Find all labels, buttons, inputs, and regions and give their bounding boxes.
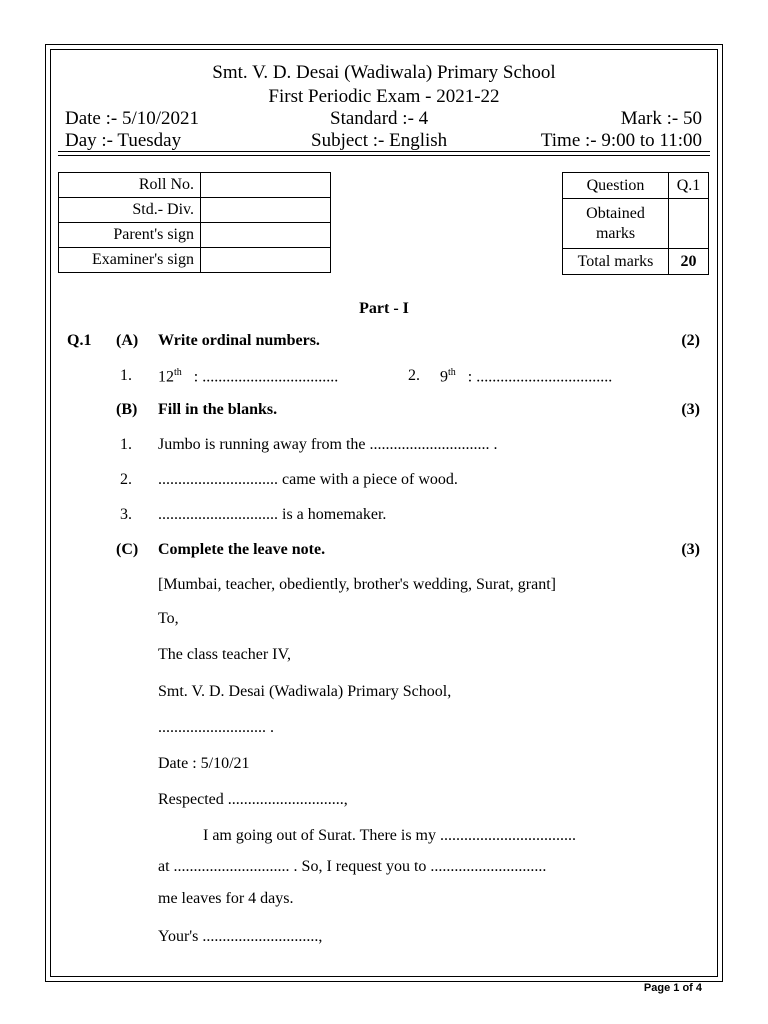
obtained-marks-label <box>563 199 669 249</box>
q1a-title: Write ordinal numbers. <box>158 332 320 349</box>
q1a-item2-base: 9 <box>440 368 448 386</box>
total-marks-label: Total marks <box>563 249 669 275</box>
q1-header: Q.1 <box>669 173 709 199</box>
q1b-item3-number: 3. <box>120 506 132 523</box>
q1c-word-bank: [Mumbai, teacher, obediently, brother's wedding, Surat, grant] <box>158 576 556 593</box>
exam-standard: Standard :- 4 <box>330 108 429 129</box>
q1b-marks: (3) <box>681 401 700 418</box>
roll-no-field <box>201 173 331 198</box>
q1c-marks: (3) <box>681 541 700 558</box>
q1c-line-respected: Respected ............................., <box>158 791 348 808</box>
examiner-sign-label: Examiner's sign <box>59 248 201 273</box>
q1c-line-school: Smt. V. D. Desai (Wadiwala) Primary School, <box>158 683 452 700</box>
q1a-item2-sup: th <box>448 367 456 378</box>
obtained-marks-value <box>669 199 709 249</box>
q1b-item1-number: 1. <box>120 436 132 453</box>
q1a-marks: (2) <box>681 332 700 349</box>
q1c-line-body1: I am going out of Surat. There is my .................................. <box>203 827 576 844</box>
std-div-field <box>201 198 331 223</box>
q1c-line-date: Date : 5/10/21 <box>158 755 250 772</box>
q1c-title: Complete the leave note. <box>158 541 326 558</box>
exam-mark: Mark :- 50 <box>620 108 702 129</box>
q1c-line-to: To, <box>158 610 179 627</box>
roll-no-label: Roll No. <box>59 173 201 198</box>
obtained-label-line1: Obtained <box>586 204 645 222</box>
q1a-item2 <box>440 367 612 386</box>
parent-sign-field <box>201 223 331 248</box>
student-info-table <box>58 172 331 273</box>
q1a-label: (A) <box>116 332 139 349</box>
q1c-line-teacher: The class teacher IV, <box>158 646 291 663</box>
q1-label: Q.1 <box>67 332 92 349</box>
exam-title: First Periodic Exam - 2021-22 <box>268 86 500 107</box>
header-divider-2 <box>58 155 710 156</box>
q1b-label: (B) <box>116 401 138 418</box>
q1c-line-yours: Your's ............................., <box>158 928 323 945</box>
q1b-title: Fill in the blanks. <box>158 401 278 418</box>
q1c-line-blank: ........................... . <box>158 719 274 736</box>
examiner-sign-field <box>201 248 331 273</box>
q1a-item1-sup: th <box>174 367 182 378</box>
part-title: Part - I <box>359 300 409 317</box>
obtained-label-line2: marks <box>595 224 636 242</box>
q1a-item1 <box>158 367 338 386</box>
q1b-item2-text: .............................. came with a piece of wood. <box>158 471 458 488</box>
std-div-label: Std.- Div. <box>59 198 201 223</box>
q1c-line-body2: at ............................. . So, I request you to ............................. <box>158 858 547 875</box>
header-divider <box>58 151 710 152</box>
parent-sign-label: Parent's sign <box>59 223 201 248</box>
total-marks-value: 20 <box>669 249 709 275</box>
q1a-item1-base: 12 <box>158 368 174 386</box>
exam-day: Day :- Tuesday <box>65 130 182 151</box>
q1a-item1-blank: : .................................. <box>193 368 339 386</box>
q1a-item2-number: 2. <box>408 367 420 384</box>
q1c-label: (C) <box>116 541 139 558</box>
page-number: Page 1 of 4 <box>643 982 702 994</box>
q1b-item3-text: .............................. is a homemaker. <box>158 506 387 523</box>
q1a-item2-blank: : .................................. <box>467 368 613 386</box>
exam-date: Date :- 5/10/2021 <box>65 108 200 129</box>
exam-time: Time :- 9:00 to 11:00 <box>540 130 702 151</box>
q1b-item1-text: Jumbo is running away from the .............................. . <box>158 436 498 453</box>
marks-table <box>562 172 709 275</box>
school-name: Smt. V. D. Desai (Wadiwala) Primary School <box>212 62 556 83</box>
question-header: Question <box>563 173 669 199</box>
q1a-item1-number: 1. <box>120 367 132 384</box>
q1c-line-body3: me leaves for 4 days. <box>158 890 294 907</box>
exam-subject: Subject :- English <box>311 130 448 151</box>
q1b-item2-number: 2. <box>120 471 132 488</box>
